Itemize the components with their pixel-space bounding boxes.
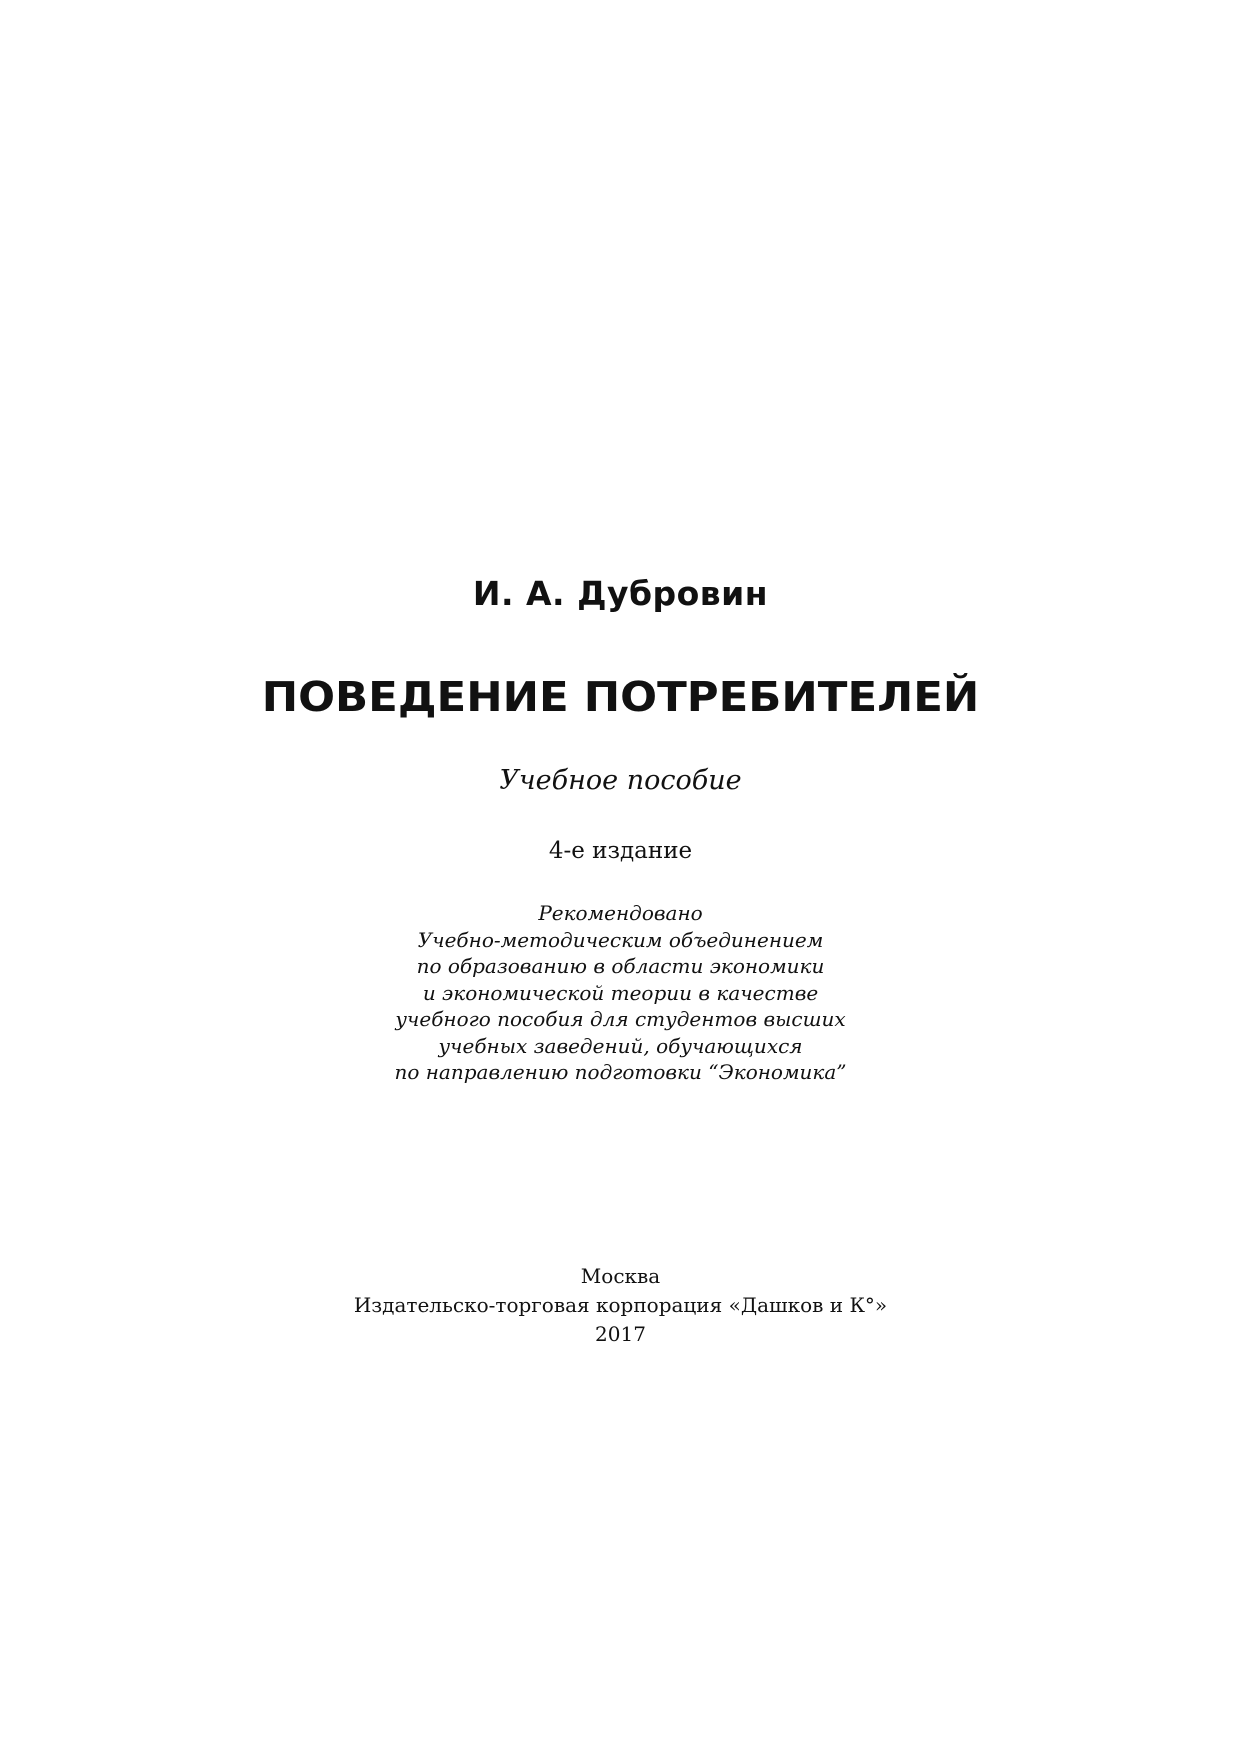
recommendation-line: по образованию в области экономики xyxy=(416,954,825,978)
imprint-publisher: Издательско-торговая корпорация «Дашков и К°» xyxy=(353,1293,888,1317)
recommendation-line: учебного пособия для студентов высших xyxy=(395,1007,846,1031)
book-subtitle: Учебное пособие xyxy=(499,765,742,796)
recommendation-line: Рекомендовано xyxy=(538,901,703,925)
recommendation-block xyxy=(0,900,1241,1086)
edition-label: 4-е издание xyxy=(548,838,693,864)
recommendation-line: Учебно-методическим объединением xyxy=(417,927,824,952)
book-title: ПОВЕДЕНИЕ ПОТРЕБИТЕЛЕЙ xyxy=(261,673,980,721)
recommendation-line: по направлению подготовки “Экономика” xyxy=(394,1060,847,1084)
author-name: И. А. Дубровин xyxy=(472,574,769,613)
recommendation-line: учебных заведений, обучающихся xyxy=(438,1033,803,1058)
imprint-block xyxy=(0,1262,1241,1349)
imprint-year: 2017 xyxy=(595,1322,646,1346)
recommendation-line: и экономической теории в качестве xyxy=(422,980,819,1005)
imprint-city: Москва xyxy=(580,1264,661,1288)
